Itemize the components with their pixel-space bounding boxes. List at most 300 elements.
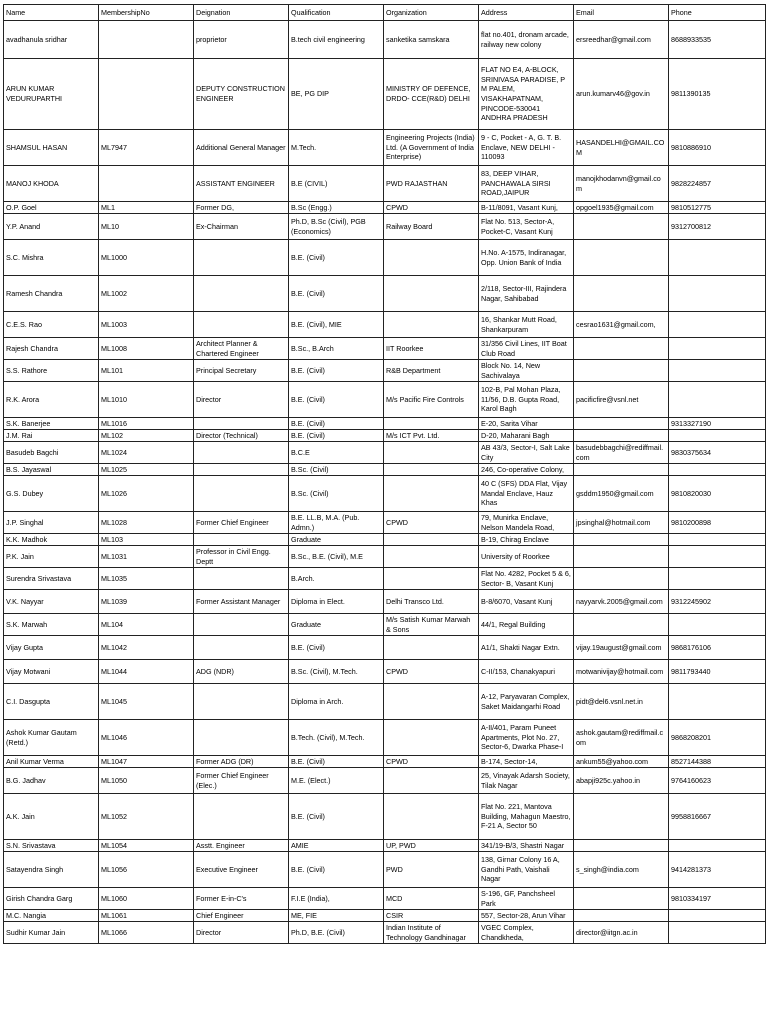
cell-organization: MCD [384,888,479,910]
cell-name: Ashok Kumar Gautam (Retd.) [4,720,99,756]
cell-organization: CPWD [384,512,479,534]
cell-phone: 9810886910 [669,130,766,166]
cell-organization: PWD [384,852,479,888]
table-row [4,910,766,922]
cell-name: Surendra Srivastava [4,568,99,590]
cell-qualification: ME, FIE [289,910,384,922]
cell-membership-no: ML1026 [99,476,194,512]
cell-phone: 9811793440 [669,660,766,684]
cell-qualification: M.Tech. [289,130,384,166]
cell-name: Basudeb Bagchi [4,442,99,464]
table-row [4,430,766,442]
cell-organization: R&B Department [384,360,479,382]
cell-organization: CPWD [384,756,479,768]
cell-organization [384,240,479,276]
cell-phone: 9810512775 [669,202,766,214]
cell-email [574,240,669,276]
cell-organization: CPWD [384,202,479,214]
cell-qualification: M.E. (Elect.) [289,768,384,794]
cell-qualification: B.E. (Civil) [289,382,384,418]
cell-membership-no: ML1025 [99,464,194,476]
cell-phone: 9811390135 [669,59,766,130]
cell-name: Vijay Gupta [4,636,99,660]
table-row [4,476,766,512]
cell-designation: Former Chief Engineer (Elec.) [194,768,289,794]
cell-phone [669,276,766,312]
table-row [4,888,766,910]
cell-organization: Indian Institute of Technology Gandhinagar [384,922,479,944]
cell-email: ersreedhar@gmail.com [574,21,669,59]
cell-phone: 9828224857 [669,166,766,202]
cell-name: B.S. Jayaswal [4,464,99,476]
cell-address: H.No. A-1575, Indiranagar, Opp. Union Bank of India [479,240,574,276]
cell-name: S.K. Banerjee [4,418,99,430]
cell-designation [194,418,289,430]
cell-qualification: B.E. (Civil) [289,794,384,840]
cell-phone: 8688933535 [669,21,766,59]
cell-address: A-12, Paryavaran Complex, Saket Maidangarhi Road [479,684,574,720]
table-row [4,922,766,944]
cell-designation [194,312,289,338]
column-header-name: Name [4,5,99,21]
cell-designation: Additional General Manager [194,130,289,166]
table-row [4,512,766,534]
cell-organization [384,684,479,720]
table-row [4,684,766,720]
cell-email: abapji925c.yahoo.in [574,768,669,794]
cell-phone [669,312,766,338]
cell-address: B-11/8091, Vasant Kunj, [479,202,574,214]
cell-designation: proprietor [194,21,289,59]
cell-phone [669,360,766,382]
cell-phone [669,840,766,852]
column-header-qualification: Qualification [289,5,384,21]
cell-name: SHAMSUL HASAN [4,130,99,166]
cell-phone: 9810820030 [669,476,766,512]
cell-phone: 9868176106 [669,636,766,660]
cell-address: VGEC Complex, Chandkheda, [479,922,574,944]
cell-phone: 9958816667 [669,794,766,840]
cell-designation [194,636,289,660]
cell-qualification: B.E. (Civil) [289,430,384,442]
cell-organization: CSIR [384,910,479,922]
cell-phone [669,684,766,720]
cell-qualification: F.I.E (India), [289,888,384,910]
cell-organization [384,476,479,512]
cell-membership-no: ML7947 [99,130,194,166]
cell-membership-no: ML1002 [99,276,194,312]
cell-qualification: AMIE [289,840,384,852]
cell-qualification: B.Sc (Engg.) [289,202,384,214]
cell-organization [384,276,479,312]
cell-qualification: B.E. (Civil) [289,418,384,430]
cell-membership-no: ML1042 [99,636,194,660]
table-row [4,276,766,312]
cell-organization: Engineering Projects (India) Ltd. (A Government of India Enterprise) [384,130,479,166]
column-header-organization: Organization [384,5,479,21]
table-row [4,636,766,660]
cell-designation [194,534,289,546]
table-row [4,768,766,794]
cell-email [574,464,669,476]
cell-address: Flat No. 221, Mantova Building, Mahagun Maestro, F-21 A, Sector 50 [479,794,574,840]
cell-name: MANOJ KHODA [4,166,99,202]
cell-name: V.K. Nayyar [4,590,99,614]
table-row [4,756,766,768]
cell-name: ARUN KUMAR VEDURUPARTHI [4,59,99,130]
cell-phone [669,568,766,590]
cell-qualification: B.E. (Civil) [289,636,384,660]
table-row [4,214,766,240]
cell-designation: Director (Technical) [194,430,289,442]
cell-address: 2/118, Sector-III, Rajindera Nagar, Sahibabad [479,276,574,312]
cell-address: AB 43/3, Sector-I, Salt Lake City [479,442,574,464]
cell-address: B-174, Sector-14, [479,756,574,768]
cell-organization [384,546,479,568]
cell-organization: UP, PWD [384,840,479,852]
table-row [4,464,766,476]
members-table [3,4,766,944]
table-row [4,202,766,214]
cell-qualification: BE, PG DIP [289,59,384,130]
cell-name: S.C. Mishra [4,240,99,276]
table-row [4,840,766,852]
cell-qualification: Diploma in Arch. [289,684,384,720]
cell-address: 102-B, Pal Mohan Plaza, 11/56, D.B. Gupta Road, Karol Bagh [479,382,574,418]
cell-qualification: B.Sc., B.E. (Civil), M.E [289,546,384,568]
cell-membership-no: ML1039 [99,590,194,614]
cell-phone: 9414281373 [669,852,766,888]
cell-organization [384,768,479,794]
cell-name: Sudhir Kumar Jain [4,922,99,944]
cell-membership-no: ML1028 [99,512,194,534]
cell-address: D-20, Maharani Bagh [479,430,574,442]
table-row [4,590,766,614]
cell-address: E-20, Sarita Vihar [479,418,574,430]
cell-email [574,360,669,382]
cell-phone [669,534,766,546]
cell-name: Anil Kumar Verma [4,756,99,768]
cell-address: Flat No. 513, Sector-A, Pocket-C, Vasant Kunj [479,214,574,240]
cell-email: opgoel1935@gmail.com [574,202,669,214]
cell-membership-no: ML101 [99,360,194,382]
cell-phone [669,240,766,276]
cell-address: A-II/401, Param Puneet Apartments, Plot No. 27, Sector-6, Dwarka Phase-I [479,720,574,756]
cell-organization: M/s Pacific Fire Controls [384,382,479,418]
cell-email [574,338,669,360]
cell-designation: Professor in Civil Engg. Deptt [194,546,289,568]
cell-organization: Delhi Transco Ltd. [384,590,479,614]
cell-organization [384,442,479,464]
cell-qualification: B.tech civil engineering [289,21,384,59]
cell-designation: Ex-Chairman [194,214,289,240]
cell-qualification: B.E. (Civil) [289,240,384,276]
cell-email [574,840,669,852]
cell-name: M.C. Nangia [4,910,99,922]
cell-email: cesrao1631@gmail.com, [574,312,669,338]
cell-designation: Former Chief Engineer [194,512,289,534]
table-row [4,240,766,276]
cell-qualification: Graduate [289,534,384,546]
cell-name: C.E.S. Rao [4,312,99,338]
cell-qualification: Diploma in Elect. [289,590,384,614]
cell-email: jpsinghal@hotmail.com [574,512,669,534]
cell-name: O.P. Goel [4,202,99,214]
cell-name: K.K. Madhok [4,534,99,546]
cell-email [574,888,669,910]
cell-qualification: B.E. (Civil), MIE [289,312,384,338]
cell-email: s_singh@india.com [574,852,669,888]
cell-membership-no: ML10 [99,214,194,240]
cell-address: 31/356 Civil Lines, IIT Boat Club Road [479,338,574,360]
cell-organization: PWD RAJASTHAN [384,166,479,202]
table-row [4,614,766,636]
table-row [4,418,766,430]
cell-membership-no: ML1050 [99,768,194,794]
cell-qualification: B.E (CIVIL) [289,166,384,202]
table-row [4,660,766,684]
cell-phone [669,338,766,360]
column-header-designation: Deignation [194,5,289,21]
cell-qualification: B.E. (Civil) [289,276,384,312]
cell-membership-no: ML1061 [99,910,194,922]
cell-designation: Former DG, [194,202,289,214]
cell-qualification: B.Sc., B.Arch [289,338,384,360]
cell-organization [384,534,479,546]
cell-phone: 9313327190 [669,418,766,430]
cell-membership-no: ML1060 [99,888,194,910]
cell-organization [384,568,479,590]
cell-email: basudebbagchi@rediffmail.com [574,442,669,464]
table-row [4,442,766,464]
cell-membership-no: ML1054 [99,840,194,852]
cell-email: pacificfire@vsnl.net [574,382,669,418]
cell-address: 9 - C, Pocket - A, G. T. B. Enclave, NEW DELHI - 110093 [479,130,574,166]
table-row [4,312,766,338]
cell-phone [669,922,766,944]
cell-qualification: Graduate [289,614,384,636]
cell-membership-no: ML1047 [99,756,194,768]
cell-phone [669,910,766,922]
cell-membership-no: ML1052 [99,794,194,840]
table-row [4,546,766,568]
cell-designation [194,476,289,512]
cell-name: P.K. Jain [4,546,99,568]
table-row [4,852,766,888]
cell-address: FLAT NO E4, A-BLOCK, SRINIVASA PARADISE, P M PALEM, VISAKHAPATNAM, PINCODE-530041 ANDHRA PRADESH [479,59,574,130]
cell-qualification: B.Tech. (Civil), M.Tech. [289,720,384,756]
cell-designation: ADG (NDR) [194,660,289,684]
cell-email: vijay.19august@gmail.com [574,636,669,660]
cell-organization [384,312,479,338]
table-row [4,382,766,418]
cell-name: S.N. Srivastava [4,840,99,852]
cell-membership-no: ML1044 [99,660,194,684]
table-row [4,130,766,166]
cell-phone: 8527144388 [669,756,766,768]
cell-address: Flat No. 4282, Pocket 5 & 6, Sector- B, Vasant Kunj [479,568,574,590]
cell-membership-no: ML1000 [99,240,194,276]
cell-phone: 9312245902 [669,590,766,614]
cell-designation: Chief Engineer [194,910,289,922]
cell-email [574,910,669,922]
cell-email: motwanivijay@hotmail.com [574,660,669,684]
cell-name: Y.P. Anand [4,214,99,240]
cell-phone: 9810200898 [669,512,766,534]
cell-name: Girish Chandra Garg [4,888,99,910]
cell-qualification: B.C.E [289,442,384,464]
cell-designation [194,794,289,840]
cell-name: G.S. Dubey [4,476,99,512]
cell-membership-no: ML1010 [99,382,194,418]
cell-phone [669,430,766,442]
cell-name: J.P. Singhal [4,512,99,534]
cell-organization [384,418,479,430]
cell-address: B-19, Chirag Enclave [479,534,574,546]
cell-designation: Executive Engineer [194,852,289,888]
cell-address: 246, Co-operative Colony, [479,464,574,476]
cell-email [574,794,669,840]
table-row [4,568,766,590]
cell-designation [194,464,289,476]
cell-phone [669,382,766,418]
cell-name: C.I. Dasgupta [4,684,99,720]
cell-membership-no: ML1008 [99,338,194,360]
cell-address: 25, Vinayak Adarsh Society, Tilak Nagar [479,768,574,794]
table-row [4,59,766,130]
cell-phone: 9312700812 [669,214,766,240]
cell-address: A1/1, Shakti Nagar Extn. [479,636,574,660]
cell-name: A.K. Jain [4,794,99,840]
cell-designation: Director [194,922,289,944]
cell-organization: Railway Board [384,214,479,240]
column-header-email: Email [574,5,669,21]
cell-address: 40 C (SFS) DDA Flat, Vijay Mandal Enclave, Hauz Khas [479,476,574,512]
cell-organization [384,464,479,476]
cell-name: Ramesh Chandra [4,276,99,312]
cell-organization: IIT Roorkee [384,338,479,360]
cell-name: B.G. Jadhav [4,768,99,794]
cell-email: pidt@del6.vsnl.net.in [574,684,669,720]
cell-designation: Former ADG (DR) [194,756,289,768]
cell-address: Block No. 14, New Sachivalaya [479,360,574,382]
cell-qualification: B.Sc. (Civil), M.Tech. [289,660,384,684]
table-row [4,534,766,546]
table-row [4,720,766,756]
cell-phone: 9868208201 [669,720,766,756]
cell-membership-no [99,21,194,59]
cell-organization [384,636,479,660]
cell-membership-no: ML1003 [99,312,194,338]
cell-address: 138, Girnar Colony 16 A, Gandhi Path, Vaishali Nagar [479,852,574,888]
cell-phone [669,614,766,636]
cell-address: 79, Munirka Enclave, Nelson Mandela Road, [479,512,574,534]
cell-qualification: B.Sc. (Civil) [289,464,384,476]
cell-name: S.K. Marwah [4,614,99,636]
cell-email: arun.kumarv46@gov.in [574,59,669,130]
cell-phone [669,546,766,568]
cell-address: B-8/6070, Vasant Kunj [479,590,574,614]
cell-designation [194,276,289,312]
cell-organization: sanketika samskara [384,21,479,59]
cell-address: University of Roorkee [479,546,574,568]
cell-email: gsddm1950@gmail.com [574,476,669,512]
table-row [4,794,766,840]
cell-designation: DEPUTY CONSTRUCTION ENGINEER [194,59,289,130]
cell-designation: Former Assistant Manager [194,590,289,614]
cell-qualification: Ph.D, B.Sc (Civil), PGB (Economics) [289,214,384,240]
cell-email: nayyarvk.2005@gmail.com [574,590,669,614]
cell-membership-no [99,166,194,202]
cell-qualification: B.Sc. (Civil) [289,476,384,512]
header-row [4,5,766,21]
cell-organization [384,794,479,840]
cell-address: 44/1, Regal Building [479,614,574,636]
cell-membership-no: ML1035 [99,568,194,590]
cell-address: 557, Sector-28, Arun Vihar [479,910,574,922]
cell-organization: CPWD [384,660,479,684]
cell-designation [194,684,289,720]
cell-phone [669,464,766,476]
table-row [4,166,766,202]
cell-name: Rajesh Chandra [4,338,99,360]
cell-membership-no: ML1024 [99,442,194,464]
cell-address: C-II/153, Chanakyapuri [479,660,574,684]
cell-email [574,568,669,590]
cell-membership-no: ML1 [99,202,194,214]
cell-qualification: B.Arch. [289,568,384,590]
cell-membership-no: ML1031 [99,546,194,568]
cell-designation [194,442,289,464]
cell-phone: 9764160623 [669,768,766,794]
cell-designation: ASSISTANT ENGINEER [194,166,289,202]
cell-designation [194,240,289,276]
cell-designation: Asstt. Engineer [194,840,289,852]
column-header-membership-no: MembershipNo [99,5,194,21]
cell-qualification: Ph.D, B.E. (Civil) [289,922,384,944]
table-row [4,21,766,59]
cell-organization: M/s Satish Kumar Marwah & Sons [384,614,479,636]
cell-email [574,214,669,240]
cell-membership-no: ML1066 [99,922,194,944]
cell-address: 341/19-B/3, Shastri Nagar [479,840,574,852]
cell-designation: Former E-in-C's [194,888,289,910]
cell-name: avadhanula sridhar [4,21,99,59]
cell-email [574,546,669,568]
cell-address: S-196, GF, Panchsheel Park [479,888,574,910]
cell-email: ashok.gautam@rediffmail.com [574,720,669,756]
cell-address: 83, DEEP VIHAR, PANCHAWALA SIRSI ROAD,JAIPUR [479,166,574,202]
cell-email: director@iitgn.ac.in [574,922,669,944]
cell-designation: Director [194,382,289,418]
cell-membership-no: ML1056 [99,852,194,888]
cell-qualification: B.E. (Civil) [289,852,384,888]
cell-phone: 9830375634 [669,442,766,464]
cell-name: Vijay Motwani [4,660,99,684]
cell-email [574,534,669,546]
cell-email: ankum55@yahoo.com [574,756,669,768]
cell-qualification: B.E. (Civil) [289,360,384,382]
cell-email [574,418,669,430]
cell-name: S.S. Rathore [4,360,99,382]
cell-membership-no [99,59,194,130]
cell-name: R.K. Arora [4,382,99,418]
cell-name: Satayendra Singh [4,852,99,888]
cell-email [574,614,669,636]
cell-phone: 9810334197 [669,888,766,910]
cell-email [574,276,669,312]
cell-address: 16, Shankar Mutt Road, Shankarpuram [479,312,574,338]
